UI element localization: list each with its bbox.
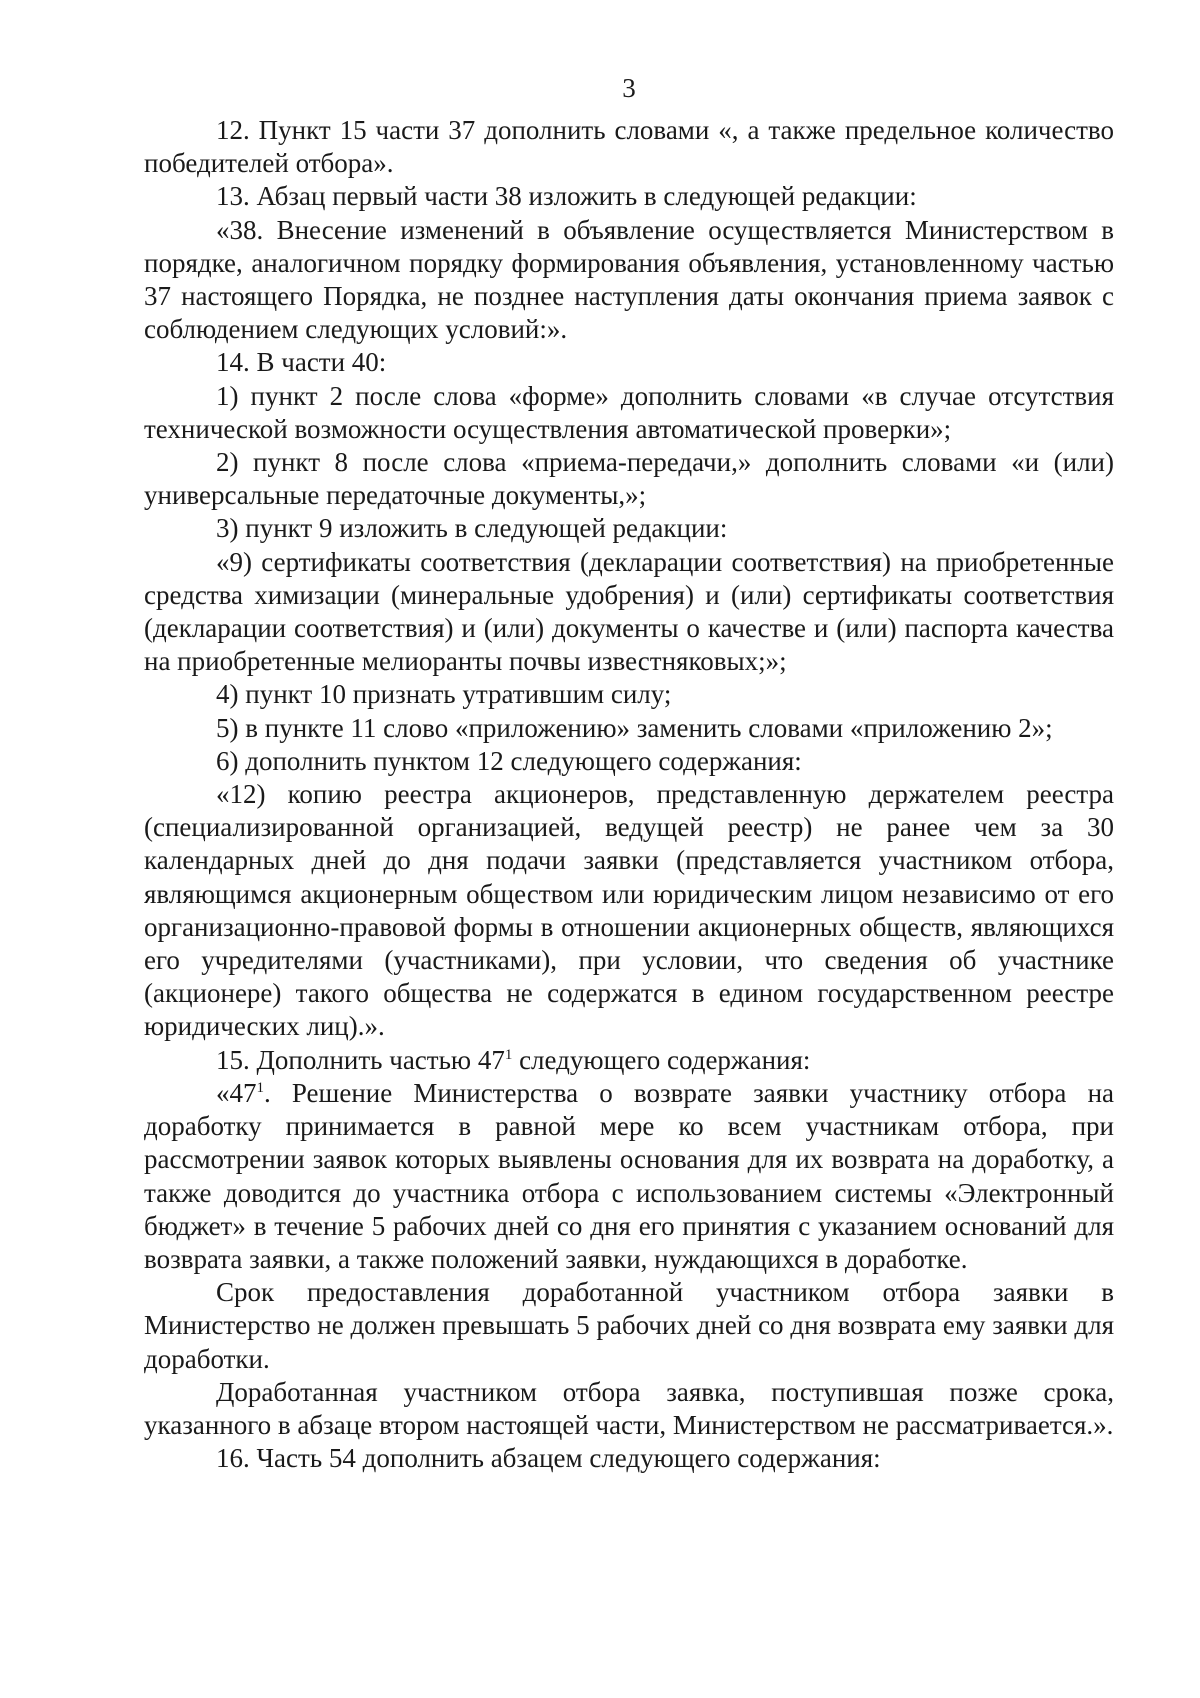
paragraph-14-item-2: 2) пункт 8 после слова «приема-передачи,» дополнить словами «и (или) универсальные передаточные документы,»;	[144, 447, 1114, 511]
paragraph-47-1-post: . Решение Министерства о возврате заявки участнику отбора на доработку принимается в равной мере ко всем участникам отбора, при рассмотрении заявок которых выявлены основания для их возврата на доработку, а также доводится до участника отбора с использованием системы «Электронный бюджет» в течение 5 рабочих дней со дня его принятия с указанием оснований для возврата заявки, а также положений заявки, нуждающихся в доработке.	[144, 1077, 1114, 1274]
paragraph-14-item-1: 1) пункт 2 после слова «форме» дополнить словами «в случае отсутствия технической возможности осуществления автоматической проверки»;	[144, 380, 1114, 444]
paragraph-15-post: следующего содержания:	[512, 1044, 811, 1075]
paragraph-12: 12. Пункт 15 части 37 дополнить словами «, а также предельное количество победителей отбора».	[144, 115, 1114, 179]
paragraph-38-quote: «38. Внесение изменений в объявление осуществляется Министерством в порядке, аналогичном порядку формирования объявления, установленному частью 37 настоящего Порядка, не позднее наступления даты окончания приема заявок с соблюдением следующих условий:».	[144, 214, 1114, 345]
paragraph-14: 14. В части 40:	[216, 347, 387, 378]
paragraph-item-9-quote: «9) сертификаты соответствия (декларации соответствия) на приобретенные средства химизации (минеральные удобрения) и (или) сертификаты соответствия (декларации соответствия) и (или) документы о качестве и (или) паспорта качества на приобретенные мелиоранты почвы известняковых;»;	[144, 546, 1114, 677]
document-page	[144, 70, 1114, 1475]
paragraph-deadline: Срок предоставления доработанной участником отбора заявки в Министерство не должен превышать 5 рабочих дней со дня возврата ему заявки для доработки.	[144, 1277, 1114, 1374]
paragraph-15-pre: 15. Дополнить частью 47	[216, 1044, 505, 1075]
paragraph-47-1-quote	[144, 1077, 1114, 1276]
paragraph-47-1-pre: «47	[216, 1077, 257, 1108]
paragraph-late-submission: Доработанная участником отбора заявка, поступившая позже срока, указанного в абзаце втором настоящей части, Министерством не рассматривается.».	[144, 1376, 1114, 1440]
paragraph-14-item-6: 6) дополнить пунктом 12 следующего содержания:	[216, 745, 802, 776]
paragraph-14-item-5: 5) в пункте 11 слово «приложению» заменить словами «приложению 2»;	[216, 712, 1053, 743]
paragraph-15	[144, 1044, 1114, 1077]
paragraph-15-superscript: 1	[504, 1046, 513, 1063]
paragraph-16: 16. Часть 54 дополнить абзацем следующего содержания:	[216, 1443, 881, 1474]
paragraph-item-12-quote: «12) копию реестра акционеров, представленную держателем реестра (специализированной организацией, ведущей реестр) не ранее чем за 30 календарных дней до дня подачи заявки (представляется участником отбора, являющимся акционерным обществом или юридическим лицом независимо от его организационно-правовой формы в отношении акционерных обществ, являющихся его учредителями (участниками), при условии, что сведения об участнике (акционере) такого общества не содержатся в едином государственном реестре юридических лиц).».	[144, 779, 1114, 1042]
paragraph-13: 13. Абзац первый части 38 изложить в следующей редакции:	[216, 181, 917, 212]
paragraph-14-item-3: 3) пункт 9 изложить в следующей редакции:	[216, 513, 728, 544]
paragraph-14-item-4: 4) пункт 10 признать утратившим силу;	[216, 679, 672, 710]
paragraph-47-1-superscript: 1	[256, 1079, 264, 1096]
page-number: 3	[622, 73, 636, 103]
